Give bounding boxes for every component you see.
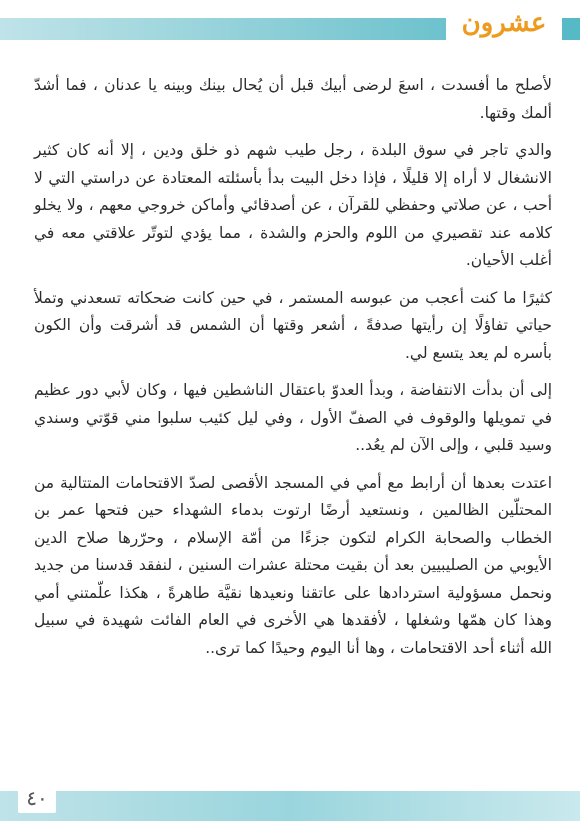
paragraph-5: اعتدت بعدها أن أرابط مع أمي في المسجد الأقصى لصدّ الاقتحامات المتتالية من المحتلّين الظالمين ، ونستعيد أرضًا ارتوت بدماء الشهداء حين فتحها عمر بن الخطاب والصحابة الكرام لتكون جزءًا من أمّة الإسلام ، وحرّرها صلاح الدين الأيوبي من الصليبيين بعد أن بقيت محتلة عشرات السنين ، لنفقد قدسنا من جديد ونحمل مسؤولية استردادها على عاتقنا ونعيدها نقيَّة طاهرةً ، هكذا علّمتني أمي وهذا كان همّها وشغلها ، لأفقدها هي الأخرى في العام الفائت شهيدة في سبيل الله أثناء أحد الاقتحامات ، وها أنا اليوم وحيدًا كما ترى..	[34, 473, 552, 657]
page-number: ٤٠	[18, 783, 56, 813]
paragraph-3: كثيرًا ما كنت أعجب من عبوسه المستمر ، في حين كانت ضحكاته تسعدني وتملأ حياتي تفاؤلًا إن رأيتها صدفةً ، أشعر وقتها أن الشمس قد أشرقت وأن الكون بأسره لم يعد يتسع لي.	[34, 288, 552, 362]
paragraph-1: لأصلح ما أفسدت ، اسعَ لرضى أبيك قبل أن يُحال بينك وبينه يا عدنان ، فما أشدّ ألمك وقتها.	[34, 76, 552, 122]
chapter-title: عشرون	[446, 2, 562, 44]
paragraph-2: والدي تاجر في سوق البلدة ، رجل طيب شهم ذو خلق ودين ، إلا أنه كان كثير الانشغال لا أراه إلا قليلًا ، فإذا دخل البيت بدأ بأسئلته المعتادة عن دراستي التي لا أحب ، عن صلاتي وحفظي للقرآن ، عن أصدقائي وأماكن خروجي معهم ، ولا يخلو كلامه عند تقصيري من اللوم والحزم والشدة ، مما يؤدي لتوتّر علاقتي معه في أغلب الأحيان.	[34, 141, 552, 269]
page-text	[34, 72, 552, 672]
paragraph-4: إلى أن بدأت الانتفاضة ، وبدأ العدوّ باعتقال الناشطين فيها ، وكان لأبي دور عظيم في تمويلها والوقوف في الصفّ الأول ، وفي ليل كئيب سلبوا مني قوّتي وسندي وسيد قلبي ، وإلى الآن لم يعُد..	[34, 381, 552, 454]
footer-bar	[0, 791, 580, 821]
